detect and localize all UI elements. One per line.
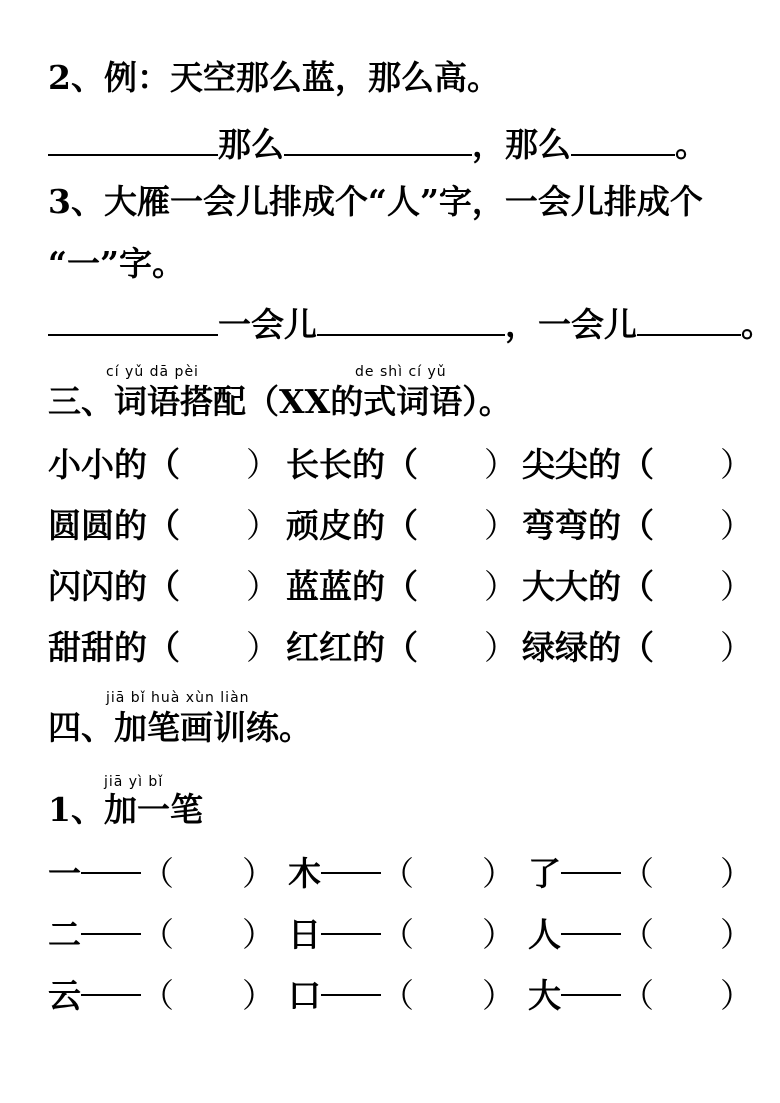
section4-subtitle: 1、加一笔 [48,790,203,829]
q3-word1: 一会儿 [218,305,317,344]
close-paren: ） [484,506,517,545]
section3-pinyin-a: cí yǔ dā pèi [106,364,199,380]
close-paren: ） [720,854,753,893]
phrase-item: 尖尖的（ [522,445,654,484]
section4-pinyin: jiā bǐ huà xùn liàn [106,690,250,706]
q2-fill-line [48,124,708,165]
q2-comma: ， [472,125,505,164]
stroke-item: 人 （ [528,915,654,954]
section4-title: 四、加笔画训练。 [48,708,312,747]
close-paren: ） [246,628,279,667]
q3-comma: ， [505,305,538,344]
phrase-item: 弯弯的（ [522,506,654,545]
phrase-item: 顽皮的（ [286,506,418,545]
stroke-item: 一 （ [48,854,174,893]
close-paren: ） [246,445,279,484]
phrase-item: 甜甜的（ [48,628,180,667]
close-paren: ） [484,445,517,484]
stroke-item: 口 （ [288,976,414,1015]
q3-end: 。 [741,305,774,344]
q3-line1: 3、大雁一会儿排成个“人”字，一会儿排成个 [48,182,703,221]
stroke-item: 了 （ [528,854,654,893]
q3-word2: 一会儿 [538,305,637,344]
phrase-item: 绿绿的（ [522,628,654,667]
close-paren: ） [720,567,753,606]
close-paren: ） [484,567,517,606]
section4-sub-pinyin: jiā yì bǐ [104,774,164,790]
q2-example: 2、例：天空那么蓝，那么高。 [48,58,500,97]
stroke-item: 日 （ [288,915,414,954]
phrase-item: 长长的（ [286,445,418,484]
q2-word2: 那么 [505,125,571,164]
close-paren: ） [482,854,515,893]
close-paren: ） [482,976,515,1015]
phrase-item: 大大的（ [522,567,654,606]
close-paren: ） [246,567,279,606]
answer-blank[interactable] [48,124,218,156]
close-paren: ） [720,628,753,667]
answer-blank[interactable] [48,304,218,336]
close-paren: ） [720,445,753,484]
close-paren: ） [242,976,275,1015]
phrase-item: 红红的（ [286,628,418,667]
stroke-item: 云 （ [48,976,174,1015]
q3-line2: “一”字。 [48,244,185,283]
close-paren: ） [242,854,275,893]
answer-blank[interactable] [317,304,505,336]
stroke-item: 木 （ [288,854,414,893]
stroke-item: 大 （ [528,976,654,1015]
q3-fill-line [48,304,774,345]
section3-pinyin-b: de shì cí yǔ [355,364,447,380]
close-paren: ） [242,915,275,954]
q2-word1: 那么 [218,125,284,164]
phrase-item: 圆圆的（ [48,506,180,545]
answer-blank[interactable] [571,124,675,156]
section3-title: 三、词语搭配（XX的式词语）。 [48,382,512,421]
close-paren: ） [482,915,515,954]
close-paren: ） [720,506,753,545]
phrase-item: 小小的（ [48,445,180,484]
close-paren: ） [720,976,753,1015]
answer-blank[interactable] [637,304,741,336]
stroke-item: 二 （ [48,915,174,954]
answer-blank[interactable] [284,124,472,156]
close-paren: ） [484,628,517,667]
close-paren: ） [720,915,753,954]
phrase-item: 闪闪的（ [48,567,180,606]
q2-end: 。 [675,125,708,164]
phrase-item: 蓝蓝的（ [286,567,418,606]
close-paren: ） [246,506,279,545]
